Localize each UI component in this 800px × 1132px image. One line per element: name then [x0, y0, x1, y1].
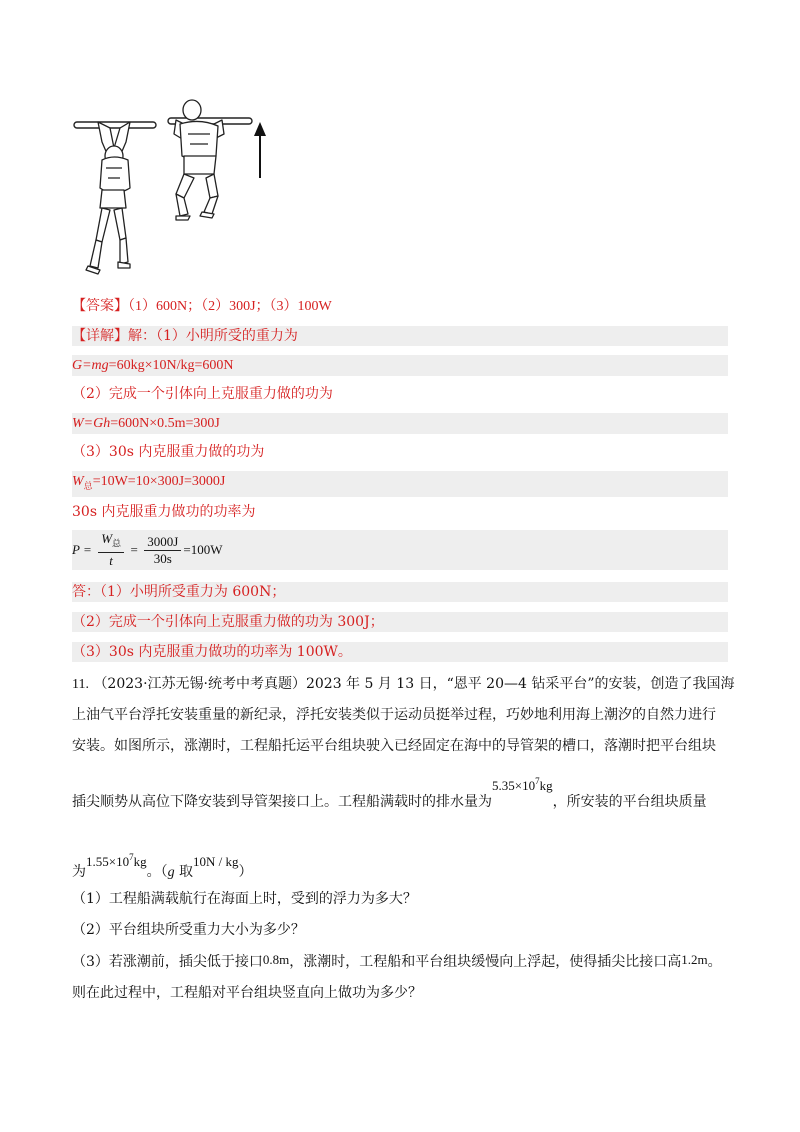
sub-question-2-text: （2）平台组块所受重力大小为多少？: [72, 922, 305, 938]
displacement-unit: kg: [539, 778, 553, 793]
sub-question-3-text-c: 。: [707, 954, 722, 970]
fraction-2: [144, 534, 181, 567]
question-line-1: [72, 674, 735, 695]
question-source: （2023·江苏无锡·统考中考真题）: [93, 676, 306, 692]
pull-up-illustration: [72, 98, 272, 280]
question-line-2: [72, 705, 728, 725]
mass-exponent: 7: [129, 852, 134, 862]
mass-unit: kg: [133, 854, 147, 869]
sub-question-3: [72, 952, 728, 972]
displacement-mantissa: 5.35×10: [492, 778, 536, 793]
question-line-5-text-c: 取: [174, 864, 194, 880]
conclusion-3-text: （3）30s 内克服重力做功的功率为 100W。: [72, 644, 352, 660]
equation-1-rhs: =60kg×10N/kg=600N: [108, 358, 234, 373]
g-symbol: g: [167, 865, 175, 880]
step-3-label: （3）30s 内克服重力做的功为: [72, 444, 265, 460]
detail-intro: 解：（1）小明所受的重力为: [128, 328, 298, 344]
sub-question-1: [72, 889, 728, 909]
answer-line: [72, 296, 728, 317]
equation-3-rhs: =10W=10×300J=3000J: [92, 474, 226, 489]
sub-question-2: [72, 920, 728, 940]
step-4-text: [72, 502, 728, 522]
equation-1-lhs: G=mg: [72, 358, 109, 373]
conclusion-3: [72, 642, 728, 662]
displacement-value: [492, 778, 553, 793]
detail-tag: 【详解】: [72, 328, 128, 344]
conclusion-1: [72, 582, 728, 602]
question-line-4-text-a: 插尖顺势从高位下降安装到导管架接口上。工程船满载时的排水量为: [72, 794, 492, 810]
equation-4-p: P =: [72, 542, 92, 557]
question-line-5-text-a: 为: [72, 864, 86, 880]
mass-mantissa: 1.55×10: [86, 854, 130, 869]
step-3-text: [72, 442, 728, 462]
fraction-1-sub: 总: [112, 538, 122, 549]
question-line-5: [72, 852, 728, 883]
equation-2-lhs: W=Gh: [72, 416, 111, 431]
displacement-exponent: 7: [535, 776, 540, 786]
sub-question-3-line-2: [72, 983, 728, 1003]
fraction-2-denominator: 30s: [153, 550, 172, 566]
equation-3-w: W: [72, 474, 84, 489]
question-line-2-text: 上油气平台浮托安装重量的新纪录，浮托安装类似于运动员挺举过程，巧妙地利用海上潮汐的自然力进行: [72, 707, 716, 723]
equation-3: [72, 471, 728, 497]
detail-intro-line: [72, 326, 728, 346]
fraction-1-denominator: t: [109, 552, 113, 568]
question-line-3: [72, 736, 728, 756]
question-line-3-text: 安装。如图所示，涨潮时，工程船托运平台组块驶入已经固定在海中的导管架的槽口，落潮时把平台组块: [72, 738, 716, 754]
question-number: 11.: [72, 677, 89, 692]
step-4-label: 30s 内克服重力做功的功率为: [72, 504, 256, 520]
sub-question-3-value-2: 1.2m: [681, 952, 708, 967]
bar-left: [74, 122, 156, 128]
sub-question-3-value-1: 0.8m: [262, 952, 290, 967]
question-line-1-text: 2023 年 5 月 13 日，“恩平 20—4 钻采平台”的安装，创造了我国海: [305, 676, 735, 692]
sub-question-1-text: （1）工程船满载航行在海面上时，受到的浮力为多大？: [72, 891, 417, 907]
equation-4-result: =100W: [183, 542, 223, 557]
equation-4: [72, 530, 728, 570]
answer-tag: 【答案】: [72, 298, 128, 314]
question-line-5-text-b: 。（: [146, 864, 168, 880]
g-value: 10N / kg: [193, 854, 239, 869]
conclusion-2: [72, 612, 728, 632]
fraction-1-numerator: W: [101, 531, 113, 547]
equation-3-sub: 总: [83, 481, 93, 492]
equation-2-rhs: =600N×0.5m=300J: [110, 416, 220, 431]
fraction-2-numerator: 3000J: [144, 534, 181, 551]
question-line-5-text-d: ）: [238, 864, 253, 880]
equation-2: [72, 413, 728, 434]
conclusion-2-text: （2）完成一个引体向上克服重力做的功为 300J；: [72, 614, 384, 630]
question-line-4-text-b: ，所安装的平台组块质量: [552, 794, 707, 810]
conclusion-1-text: 答：（1）小明所受重力为 600N；: [72, 584, 286, 600]
hanging-figure: [86, 122, 130, 274]
equation-4-equals: =: [130, 542, 138, 557]
up-arrow-icon: [254, 122, 266, 178]
sub-question-3-text-a: （3）若涨潮前，插尖低于接口: [72, 954, 263, 970]
sub-question-3-line-2-text: 则在此过程中，工程船对平台组块竖直向上做功为多少？: [72, 985, 422, 1001]
equation-1: [72, 355, 728, 376]
step-2-label: （2）完成一个引体向上克服重力做的功为: [72, 386, 333, 402]
answer-text: （1）600N；（2）300J；（3）100W: [128, 299, 332, 314]
fraction-1: [98, 531, 124, 569]
sub-question-3-text-b: ，涨潮时，工程船和平台组块缓慢向上浮起，使得插尖比接口高: [289, 954, 682, 970]
step-2-text: [72, 384, 728, 404]
mass-value: [86, 854, 147, 869]
